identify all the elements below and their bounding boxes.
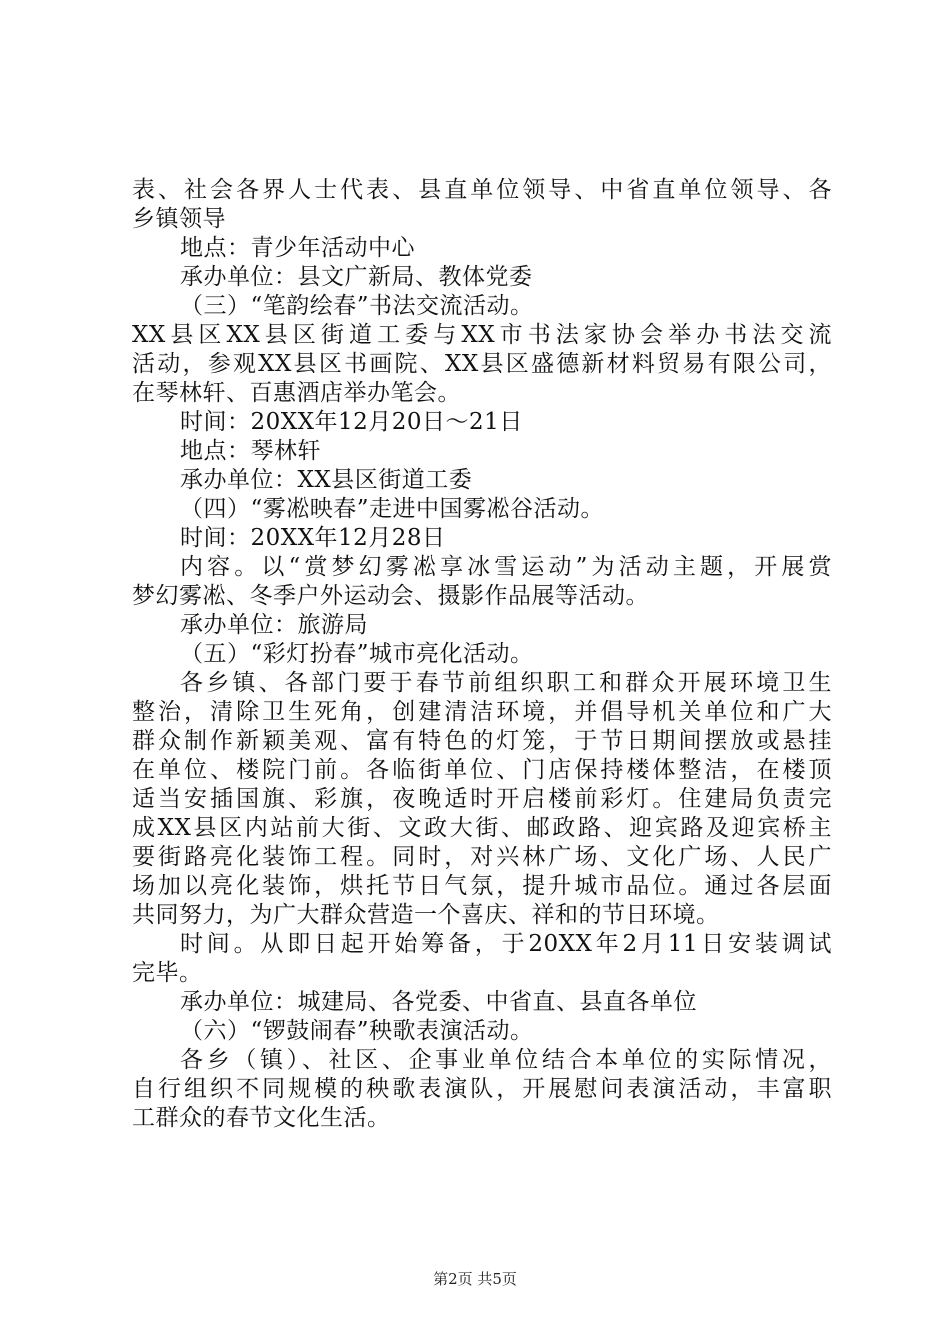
text-line: 时间。从即日起开始筹备，于20XX年2月11日安装调试 [180,931,832,957]
text-line: 时间：20XX年12月20日～21日 [180,409,523,435]
text-line: 各乡镇、各部门要于春节前组织职工和群众开展环境卫生 [180,670,832,696]
text-line: 承办单位：XX县区街道工委 [180,467,473,493]
text-line: 在琴林轩、百惠酒店举办笔会。 [132,380,461,406]
text-line: 乡镇领导 [132,206,226,232]
text-line: 承办单位：旅游局 [180,612,368,638]
text-line: 各乡（镇）、社区、企事业单位结合本单位的实际情况， [180,1047,832,1073]
text-line: 地点：琴林轩 [180,438,321,464]
text-line: （六）“锣鼓闹春”秧歌表演活动。 [180,1018,534,1044]
text-line: 自行组织不同规模的秧歌表演队，开展慰问表演活动，丰富职 [132,1076,832,1102]
text-line: 梦幻雾凇、冬季户外运动会、摄影作品展等活动。 [132,583,649,609]
text-line: 活动，参观XX县区书画院、XX县区盛德新材料贸易有限公司， [132,351,832,377]
text-line: 完毕。 [132,960,203,986]
text-line: 在单位、楼院门前。各临街单位、门店保持楼体整洁，在楼顶 [132,757,832,783]
text-line: （四）“雾凇映春”走进中国雾凇谷活动。 [180,496,605,522]
text-line: 群众制作新颖美观、富有特色的灯笼，于节日期间摆放或悬挂 [132,728,832,754]
text-line: 表、社会各界人士代表、县直单位领导、中省直单位领导、各 [132,177,832,203]
text-line: 成XX县区内站前大街、文政大街、邮政路、迎宾路及迎宾桥主 [132,815,832,841]
document-body [132,176,832,1133]
text-line: 时间：20XX年12月28日 [180,525,446,551]
text-line: （三）“笔韵绘春”书法交流活动。 [180,293,534,319]
text-line: 场加以亮化装饰，烘托节日气氛，提升城市品位。通过各层面 [132,873,832,899]
text-line: 工群众的春节文化生活。 [132,1105,391,1131]
text-line: 要街路亮化装饰工程。同时，对兴林广场、文化广场、人民广 [132,844,832,870]
text-line: 适当安插国旗、彩旗，夜晚适时开启楼前彩灯。住建局负责完 [132,786,832,812]
text-line: 地点：青少年活动中心 [180,235,415,261]
text-line: 内容。以“赏梦幻雾凇享冰雪运动”为活动主题，开展赏 [180,554,832,580]
text-line: 整治，清除卫生死角，创建清洁环境，并倡导机关单位和广大 [132,699,832,725]
page-footer: 第2页 共5页 [433,1270,517,1288]
text-line: XX县区XX县区街道工委与XX市书法家协会举办书法交流 [132,322,832,348]
text-line: （五）“彩灯扮春”城市亮化活动。 [180,641,534,667]
text-line: 承办单位：城建局、各党委、中省直、县直各单位 [180,989,697,1015]
text-line: 共同努力，为广大群众营造一个喜庆、祥和的节日环境。 [132,902,720,928]
text-line: 承办单位：县文广新局、教体党委 [180,264,533,290]
